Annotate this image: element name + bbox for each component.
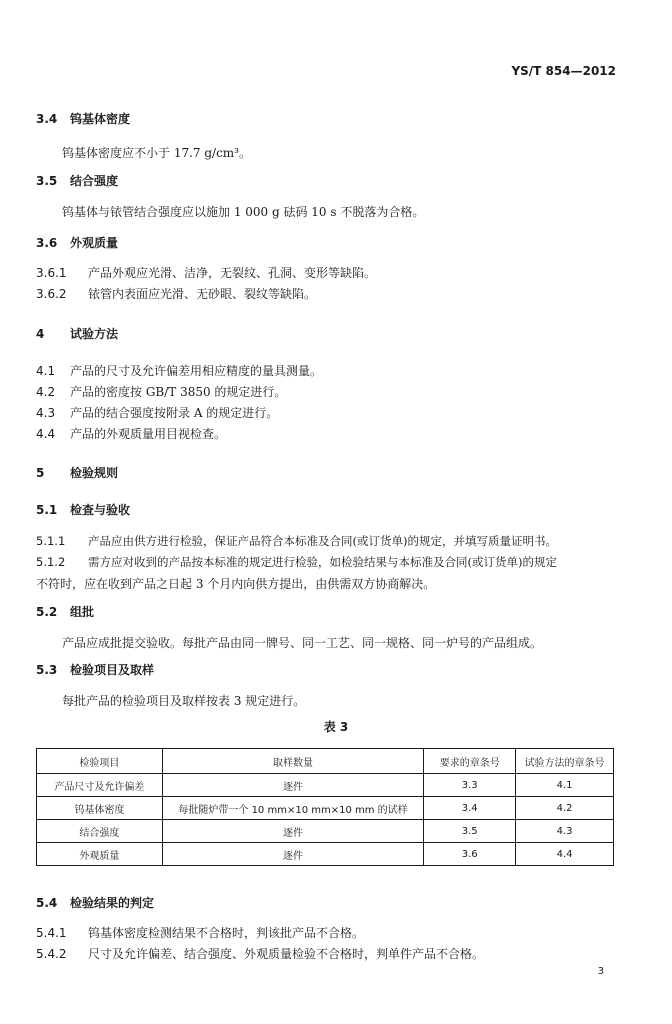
clause-5-4-1 [36, 924, 364, 941]
heading-title: 钨基体密度 [70, 112, 131, 126]
heading-3-5 [36, 172, 118, 189]
heading-number: 5.2 [36, 605, 58, 619]
heading-title: 检查与验收 [70, 503, 131, 517]
heading-title: 试验方法 [70, 327, 119, 341]
clause-text: 钨基体密度检测结果不合格时，判该批产品不合格。 [88, 926, 365, 940]
heading-3-6 [36, 234, 118, 251]
paragraph-3-4: 钨基体密度应不小于 17.7 g/cm³。 [62, 146, 251, 160]
heading-5-1 [36, 501, 130, 518]
clause-4-1 [36, 362, 322, 379]
table-cell: 4.4 [516, 843, 614, 866]
clause-number: 4.3 [36, 406, 56, 420]
heading-title: 检验结果的判定 [70, 896, 155, 910]
clause-4-4 [36, 425, 226, 442]
clause-number: 4.1 [36, 364, 56, 378]
table-cell: 外观质量 [37, 843, 163, 866]
table-header-row [37, 749, 614, 774]
heading-number: 5.1 [36, 503, 58, 517]
clause-number: 5.4.1 [36, 926, 67, 940]
heading-title: 检验规则 [70, 466, 119, 480]
table-cell: 钨基体密度 [37, 797, 163, 820]
clause-number: 5.4.2 [36, 947, 67, 961]
clause-number: 4.4 [36, 427, 56, 441]
heading-5-4 [36, 894, 154, 911]
table-cell: 3.4 [424, 797, 516, 820]
table-header-cell: 取样数量 [162, 749, 424, 774]
table-cell: 每批随炉带一个 10 mm×10 mm×10 mm 的试样 [162, 797, 424, 820]
clause-text: 产品外观应光滑、洁净，无裂纹、孔洞、变形等缺陷。 [88, 266, 377, 280]
table-cell: 结合强度 [37, 820, 163, 843]
paragraph-5-3: 每批产品的检验项目及取样按表 3 规定进行。 [62, 694, 306, 708]
table-cell: 逐件 [162, 820, 424, 843]
clause-3-6-1 [36, 264, 376, 281]
clause-number: 4.2 [36, 385, 56, 399]
clause-3-6-2 [36, 285, 316, 302]
clause-text: 产品的密度按 GB/T 3850 的规定进行。 [70, 385, 287, 399]
clause-text: 铱管内表面应光滑、无砂眼、裂纹等缺陷。 [88, 287, 317, 301]
clause-number: 3.6.1 [36, 266, 67, 280]
table-cell: 3.5 [424, 820, 516, 843]
paragraph-5-2: 产品应成批提交验收。每批产品由同一牌号、同一工艺、同一规格、同一炉号的产品组成。 [62, 636, 543, 650]
heading-5-2 [36, 603, 94, 620]
table-row [37, 774, 614, 797]
clause-number: 5.1.1 [36, 534, 66, 548]
table-cell: 3.6 [424, 843, 516, 866]
clause-text: 产品的结合强度按附录 A 的规定进行。 [70, 406, 279, 420]
clause-5-1-1 [36, 533, 557, 549]
table-row [37, 820, 614, 843]
table-title: 表 3 [323, 720, 349, 734]
clause-5-1-2 [36, 554, 557, 570]
clause-4-2 [36, 383, 286, 400]
clause-text: 需方应对收到的产品按本标准的规定进行检验，如检验结果与本标准及合同(或订货单)的规定 [88, 555, 557, 569]
heading-number: 3.6 [36, 236, 58, 250]
heading-5 [36, 464, 118, 481]
inspection-table [36, 748, 614, 866]
heading-number: 3.5 [36, 174, 58, 188]
table-cell: 逐件 [162, 843, 424, 866]
clause-text: 尺寸及允许偏差、结合强度、外观质量检验不合格时，判单件产品不合格。 [88, 947, 485, 961]
standard-code: YS/T 854—2012 [511, 64, 616, 78]
table-cell: 4.2 [516, 797, 614, 820]
clause-5-4-2 [36, 945, 484, 962]
heading-number: 4 [36, 327, 45, 341]
page-number: 3 [597, 966, 604, 977]
table-cell: 4.3 [516, 820, 614, 843]
paragraph-3-5: 钨基体与铱管结合强度应以施加 1 000 g 砝码 10 s 不脱落为合格。 [62, 205, 425, 219]
clause-text: 产品应由供方进行检验，保证产品符合本标准及合同(或订货单)的规定，并填写质量证明书。 [88, 534, 557, 548]
heading-title: 检验项目及取样 [70, 663, 155, 677]
clause-number: 3.6.2 [36, 287, 67, 301]
heading-number: 5.4 [36, 896, 58, 910]
heading-3-4 [36, 110, 130, 127]
clause-text: 产品的尺寸及允许偏差用相应精度的量具测量。 [70, 364, 323, 378]
heading-5-3 [36, 661, 154, 678]
heading-4 [36, 325, 118, 342]
table-header-cell: 试验方法的章条号 [516, 749, 614, 774]
table-header-cell: 检验项目 [37, 749, 163, 774]
table-row [37, 797, 614, 820]
table-cell: 4.1 [516, 774, 614, 797]
table-cell: 3.3 [424, 774, 516, 797]
clause-text: 产品的外观质量用目视检查。 [70, 427, 227, 441]
table-row [37, 843, 614, 866]
heading-title: 组批 [70, 605, 95, 619]
heading-title: 外观质量 [70, 236, 119, 250]
clause-number: 5.1.2 [36, 555, 66, 569]
heading-number: 3.4 [36, 112, 58, 126]
table-cell: 产品尺寸及允许偏差 [37, 774, 163, 797]
clause-5-1-2-continued: 不符时，应在收到产品之日起 3 个月内向供方提出，由供需双方协商解决。 [36, 577, 436, 591]
clause-4-3 [36, 404, 278, 421]
table-cell: 逐件 [162, 774, 424, 797]
heading-title: 结合强度 [70, 174, 119, 188]
heading-number: 5.3 [36, 663, 58, 677]
heading-number: 5 [36, 466, 45, 480]
table-header-cell: 要求的章条号 [424, 749, 516, 774]
